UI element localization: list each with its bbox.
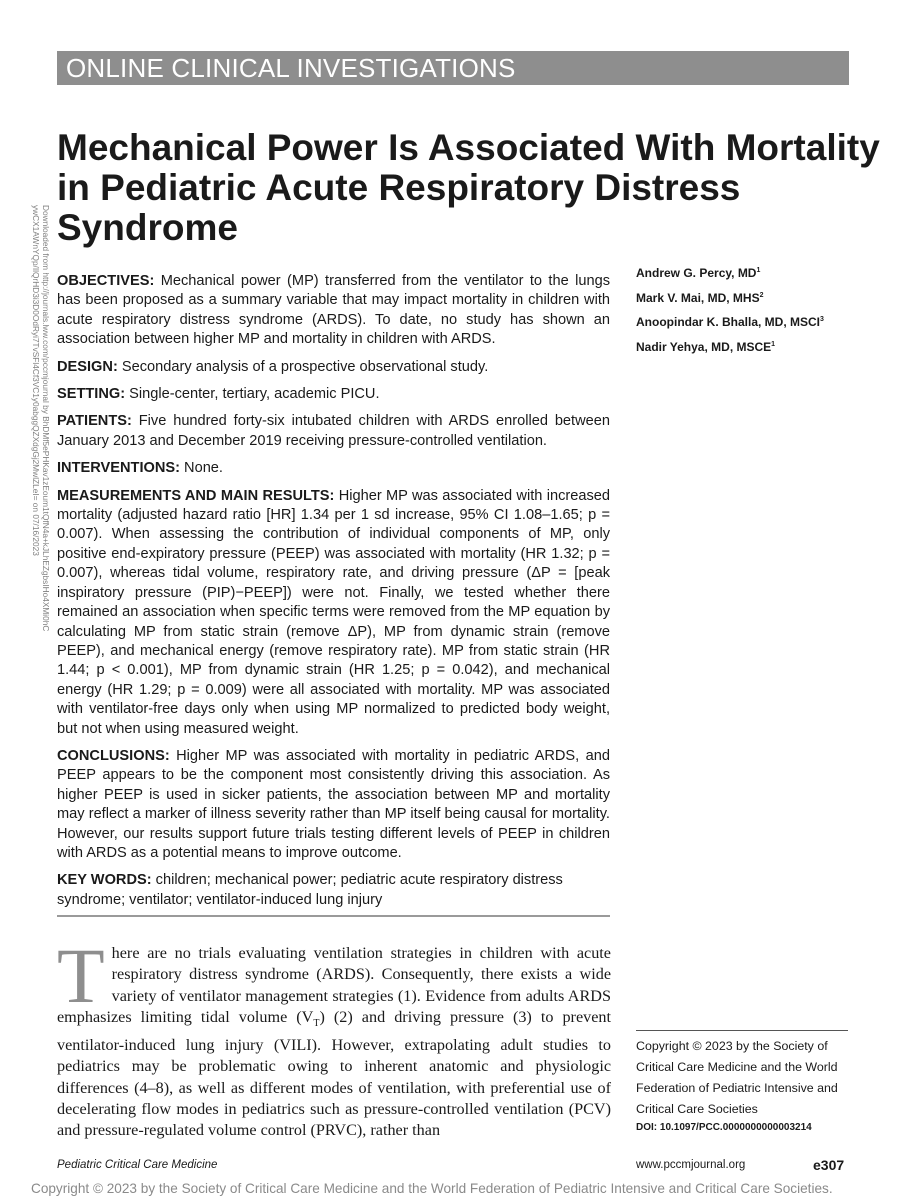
download-notice [31, 205, 51, 685]
title-line: Syndrome [57, 207, 238, 248]
author-list [636, 260, 866, 358]
subscript: T [313, 1018, 320, 1030]
author: Anoopindar K. Bhalla, MD, MSCI$^3$ [636, 315, 824, 329]
abstract [57, 272, 610, 918]
footer-journal: Pediatric Critical Care Medicine [57, 1159, 218, 1171]
abstract-results: MEASUREMENTS AND MAIN RESULTS: Higher MP was associated with increased mortality (adjusted hazard ratio [HR] 1.34 per 1 sd increase, 95% CI 1.08–1.65; p = 0.007). When assessing the contribution of individual components of MP, only positive end-expiratory pressure (PEEP) was associated with mortality (HR 1.32; p = 0.007), whereas tidal volume, respiratory rate, and driving pressure (ΔP = [peak inspiratory pressure (PIP)−PEEP]) were not. Finally, we tested whether there remained an association when specific terms were removed from the MP equation by calculating MP from static strain (remove ΔP), MP from dynamic strain (remove PEEP), and mechanical energy (remove respiratory rate). MP from static strain (HR 1.44; p < 0.001), MP from dynamic strain (HR 1.25; p = 0.042), and mechanical energy (HR 1.29; p = 0.009) were all associated with mortality. MP was associated with ventilator-free days only when using MP normalized to predicted body weight, but not when using measured weight. [57, 487, 610, 737]
doi: DOI: 10.1097/PCC.0000000000003214 [636, 1122, 812, 1133]
copyright-divider [636, 1030, 848, 1031]
copyright-notice: Copyright © 2023 by the Society of Critical Care Medicine and the World Federation of Pediatric Intensive and Critical Care Societies [636, 1039, 838, 1116]
download-notice-line: ywCX1AWnYQp/IlQrHD3i3D0OdRyi7TvSFl4Cf3VC1y0abggQZXdgGj2MwlZLeI= on 07/16/2023 [31, 205, 41, 556]
abstract-keywords: KEY WORDS: children; mechanical power; pediatric acute respiratory distress syndrome; ventilator; ventilator-induced lung injury [57, 872, 563, 908]
title-line: Mechanical Power Is Associated With Mortality [57, 127, 880, 168]
page-number: e307 [813, 1157, 845, 1173]
author: Nadir Yehya, MD, MSCE$^1$ [636, 339, 776, 354]
article-title [57, 127, 880, 248]
abstract-conclusions: CONCLUSIONS: Higher MP was associated with mortality in pediatric ARDS, and PEEP appears to be the component most consistently driving this association. As higher PEEP is used in sicker patients, the association between MP and mortality may reflect a marker of illness severity rather than MP itself being causal for mortality. However, our results support future trials testing different levels of PEEP in children with ARDS as a potential means to improve outcome. [57, 747, 610, 861]
abstract-divider [57, 915, 610, 917]
download-notice-line: Downloaded from http://journals.lww.com/pccmjournal by BhDMf5ePHKav1zEoum1tQfN4a+kJLhEZgbsIHo4XMi0hC [41, 205, 51, 632]
author: Mark V. Mai, MD, MHS$^2$ [636, 290, 764, 305]
abstract-interventions: INTERVENTIONS: None. [57, 460, 223, 477]
abstract-design: DESIGN: Secondary analysis of a prospective observational study. [57, 358, 489, 375]
abstract-patients: PATIENTS: Five hundred forty-six intubated children with ARDS enrolled between January 2013 and December 2019 receiving pressure-controlled ventilation. [57, 413, 610, 449]
drop-cap: T [57, 932, 105, 1019]
body-text: There are no trials evaluating ventilation strategies in children with acute respiratory distress syndrome (ARDS). Consequently, there exists a wide variety of ventilator management strategies (1). Evidence from adults ARDS emphasizes limiting tidal volume $(V_T)$ (2) and driving pressure (3) to prevent ventilator-induced lung injury (VILI). However, extrapolating adult studies to pediatrics may be problematic owing to inherent anatomic and physiologic differences (4–8), as well as different modes of ventilation, with preferential use of decelerating flow modes in pediatrics such as pressure-controlled ventilation (PCV) and pressure-regulated volume control (PRVC), rather than [57, 932, 611, 1140]
title-line: in Pediatric Acute Respiratory Distress [57, 167, 741, 208]
abstract-objectives: OBJECTIVES: Mechanical power (MP) transferred from the ventilator to the lungs has been proposed as a summary variable that may impact mortality in children with acute respiratory distress syndrome (ARDS). To date, no study has shown an association between higher MP and mortality in children with ARDS. [57, 273, 610, 348]
footer-url[interactable]: www.pccmjournal.org [636, 1159, 746, 1171]
abstract-setting: SETTING: Single-center, tertiary, academic PICU. [57, 386, 380, 403]
copyright-watermark: Copyright © 2023 by the Society of Critical Care Medicine and the World Federation of Pediatric Intensive and Critical Care Societies. [31, 1181, 833, 1196]
section-banner: ONLINE CLINICAL INVESTIGATIONS [57, 51, 849, 85]
author: Andrew G. Percy, $MD^1$ [636, 266, 761, 280]
